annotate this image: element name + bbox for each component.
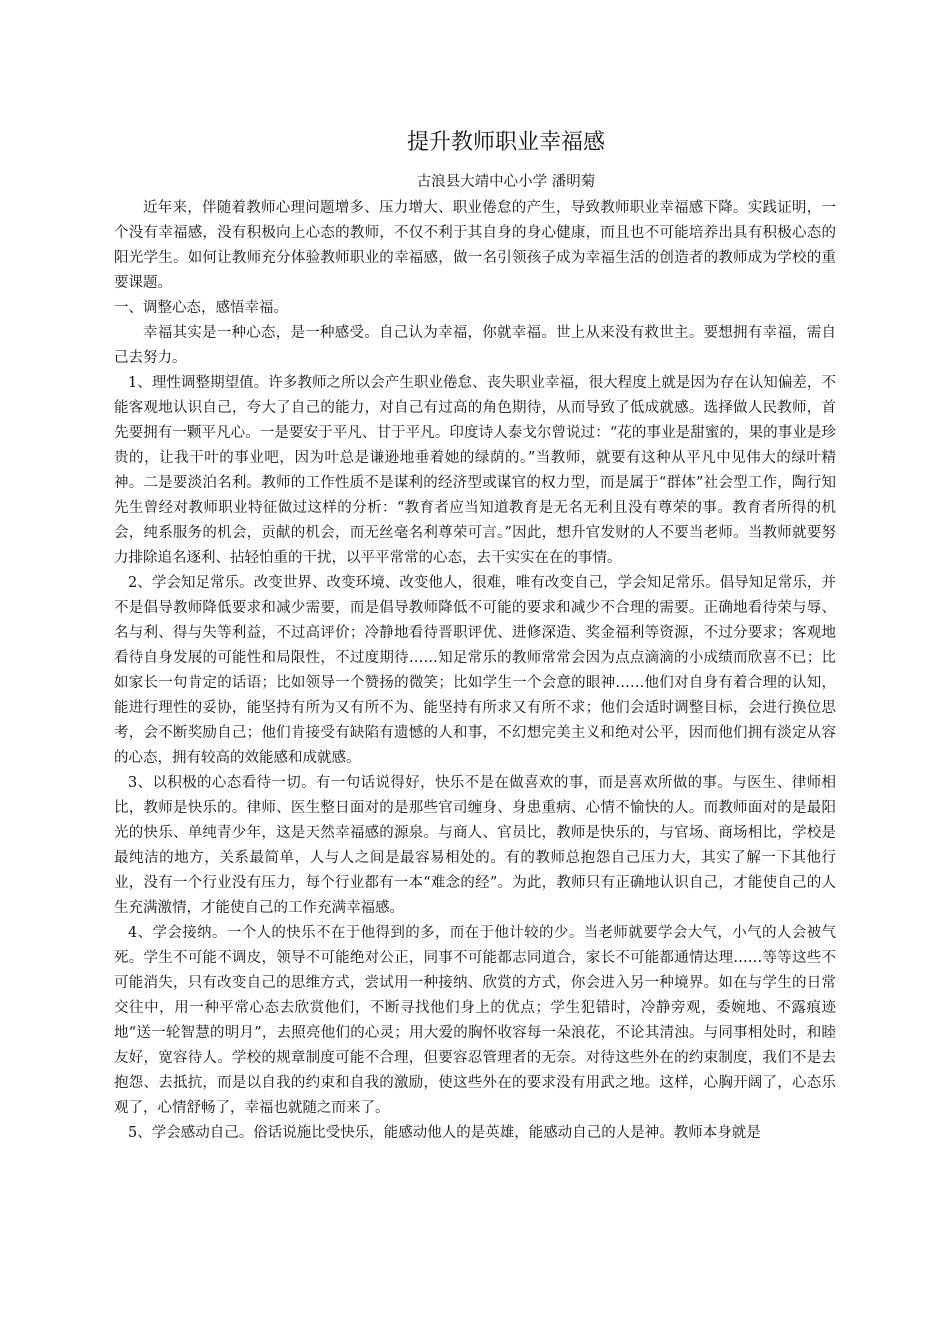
document-page (114, 128, 836, 1146)
point-5-paragraph: 5、学会感动自己。俗话说施比受快乐，能感动他人的是英雄，能感动自己的人是神。教师本身就是 (128, 1125, 761, 1141)
section-heading-1: 一、调整心态，感悟幸福。 (114, 300, 288, 316)
intro-paragraph: 近年来，伴随着教师心理问题增多、压力增大、职业倦怠的产生，导致教师职业幸福感下降。实践证明，一个没有幸福感，没有积极向上心态的教师，不仅不利于其自身的身心健康，而且也不可能培养出具有积极心态的阳光学生。如何让教师充分体验教师职业的幸福感，做一名引领孩子成为幸福生活的创造者的教师成为学校的重要课题。 (114, 200, 836, 291)
point-2-paragraph: 2、学会知足常乐。改变世界、改变环境、改变他人，很难，唯有改变自己，学会知足常乐。倡导知足常乐，并不是倡导教师降低要求和减少需要，而是倡导教师降低不可能的要求和减少不合理的需要。正确地看待荣与辱、名与利、得与失等利益，不过高评价；冷静地看待晋职评优、进修深造、奖金福利等资源，不过分要求；客观地看待自身发展的可能性和局限性，不过度期待……知足常乐的教师常常会因为点点滴滴的小成绩而欣喜不已；比如家长一句肯定的话语；比如领导一个赞扬的微笑；比如学生一个会意的眼神……他们对自身有着合理的认知，能进行理性的妥协，能坚持有所为又有所不为、能坚持有所求又有所不求；他们会适时调整目标，会进行换位思考，会不断奖励自己；他们肯接受有缺陷有遗憾的人和事，不幻想完美主义和绝对公平，因而他们拥有淡定从容的心态，拥有较高的效能感和成就感。 (114, 575, 836, 766)
section-intro-paragraph: 幸福其实是一种心态，是一种感受。自己认为幸福，你就幸福。世上从来没有救世主。要想拥有幸福，需自己去努力。 (114, 325, 836, 366)
document-author: 古浪县大靖中心小学 潘明菊 (416, 174, 596, 190)
point-4-paragraph: 4、学会接纳。一个人的快乐不在于他得到的多，而在于他计较的少。当老师就要学会大气，小气的人会被气死。学生不可能不调皮，领导不可能绝对公正，同事不可能都志同道合，家长不可能都通情达理……等等这些不可能消失，只有改变自己的思维方式，尝试用一种接纳、欣赏的方式，你会进入另一种境界。如在与学生的日常交往中，用一种平常心态去欣赏他们，不断寻找他们身上的优点；学生犯错时，冷静旁观，委婉地、不露痕迹地“送一轮智慧的明月”，去照亮他们的心灵；用大爱的胸怀收容每一朵浪花，不论其清浊。与同事相处时，和睦友好，宽容待人。学校的规章制度可能不合理，但要容忍管理者的无奈。对待这些外在的约束制度，我们不是去抱怨、去抵抗，而是以自我的约束和自我的激励，使这些外在的要求没有用武之地。这样，心胸开阔了，心态乐观了，心情舒畅了，幸福也就随之而来了。 (114, 925, 836, 1116)
point-1-paragraph: 1、理性调整期望值。许多教师之所以会产生职业倦怠、丧失职业幸福，很大程度上就是因为存在认知偏差，不能客观地认识自己，夸大了自己的能力，对自己有过高的角色期待，从而导致了低成就感。选择做人民教师，首先要拥有一颗平凡心。一是要安于平凡、甘于平凡。印度诗人泰戈尔曾说过：“花的事业是甜蜜的，果的事业是珍贵的，让我干叶的事业吧，因为叶总是谦逊地垂着她的绿荫的。”当教师，就要有这种从平凡中见伟大的绿叶精神。二是要淡泊名利。教师的工作性质不是谋利的经济型或谋官的权力型，而是属于“群体”社会型工作，陶行知先生曾经对教师职业特征做过这样的分析：“教育者应当知道教育是无名无利且没有尊荣的事。教育者所得的机会，纯系服务的机会，贡献的机会，而无丝毫名利尊荣可言。”因此，想升官发财的人不要当老师。当教师就要努力排除追名逐利、拈轻怕重的干扰，以平平常常的心态，去干实实在在的事情。 (114, 375, 836, 566)
document-title: 提升教师职业幸福感 (406, 130, 605, 155)
point-3-paragraph: 3、以积极的心态看待一切。有一句话说得好，快乐不是在做喜欢的事，而是喜欢所做的事。与医生、律师相比，教师是快乐的。律师、医生整日面对的是那些官司缠身、身患重病、心情不愉快的人。而教师面对的是最阳光的快乐、单纯青少年，这是天然幸福感的源泉。与商人、官员比，教师是快乐的，与官场、商场相比，学校是最纯洁的地方，关系最简单，人与人之间是最容易相处的。有的教师总抱怨自己压力大，其实了解一下其他行业，没有一个行业没有压力，每个行业都有一本“难念的经”。为此，教师只有正确地认识自己，才能使自己的人生充满激情，才能使自己的工作充满幸福感。 (114, 775, 836, 916)
